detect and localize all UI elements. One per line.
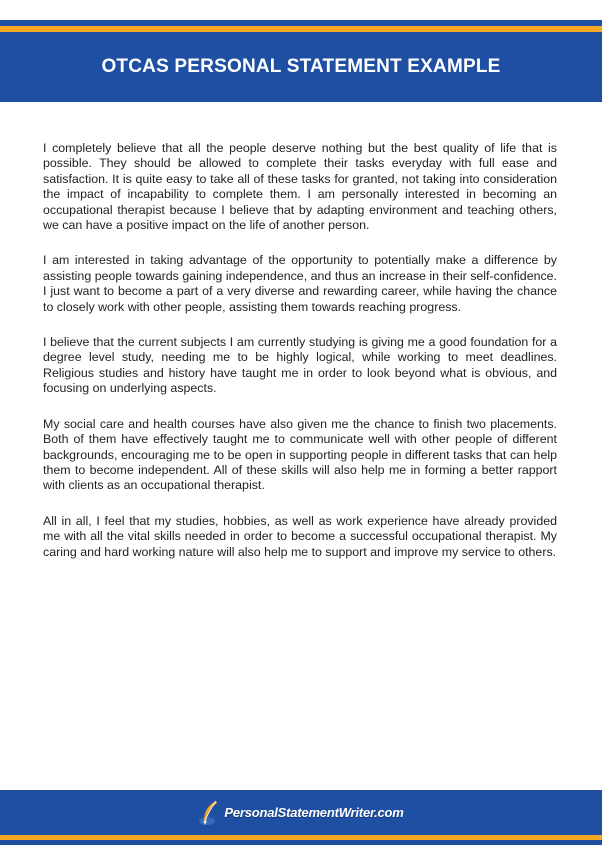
footer-band: [0, 790, 602, 835]
site-logo[interactable]: [198, 799, 403, 827]
quill-pen-icon: [198, 799, 220, 827]
statement-body: [43, 141, 557, 580]
logo-text: PersonalStatementWriter.com: [224, 805, 404, 820]
paragraph-3: I believe that the current subjects I am currently studying is giving me a good foundation for a degree level study, needing me to be highly logical, while working to meet deadlines. Religious studies and history have taught me in order to look beyond what is obvious, and focusing on underlying aspects.: [43, 335, 557, 396]
paragraph-5: All in all, I feel that my studies, hobbies, as well as work experience have already provided me with all the vital skills needed in order to become a successful occupational therapist. My caring and hard working nature will also help me to support and improve my service to others.: [43, 513, 557, 559]
paragraph-4: My social care and health courses have also given me the chance to finish two placements. Both of them have effectively taught me to communicate well with other people of different backgrounds, encouraging me to be open in supporting people in different tasks that can help them to become independent. All of these skills will also help me in forming a better rapport with clients as an occupational therapist.: [43, 416, 557, 493]
paragraph-2: I am interested in taking advantage of the opportunity to potentially make a difference by assisting people towards gaining independence, and thus an increase in their self-confidence. I just want to become a part of a very diverse and rewarding career, while having the chance to closely work with other people, assisting them towards reaching progress.: [43, 253, 557, 314]
header-band: [0, 32, 602, 102]
page-title: OTCAS PERSONAL STATEMENT EXAMPLE: [101, 56, 501, 77]
paragraph-1: I completely believe that all the people deserve nothing but the best quality of life that is possible. They should be allowed to complete their tasks everyday with full ease and satisfaction. It is quite easy to take all of these tasks for granted, not taking into consideration the impact of incapability to complete them. I am personally interested in becoming an occupational therapist because I believe that by adapting environment and teaching others, we can have a positive impact on the life of another person.: [43, 141, 557, 233]
footer-stripe-blue: [0, 840, 602, 845]
